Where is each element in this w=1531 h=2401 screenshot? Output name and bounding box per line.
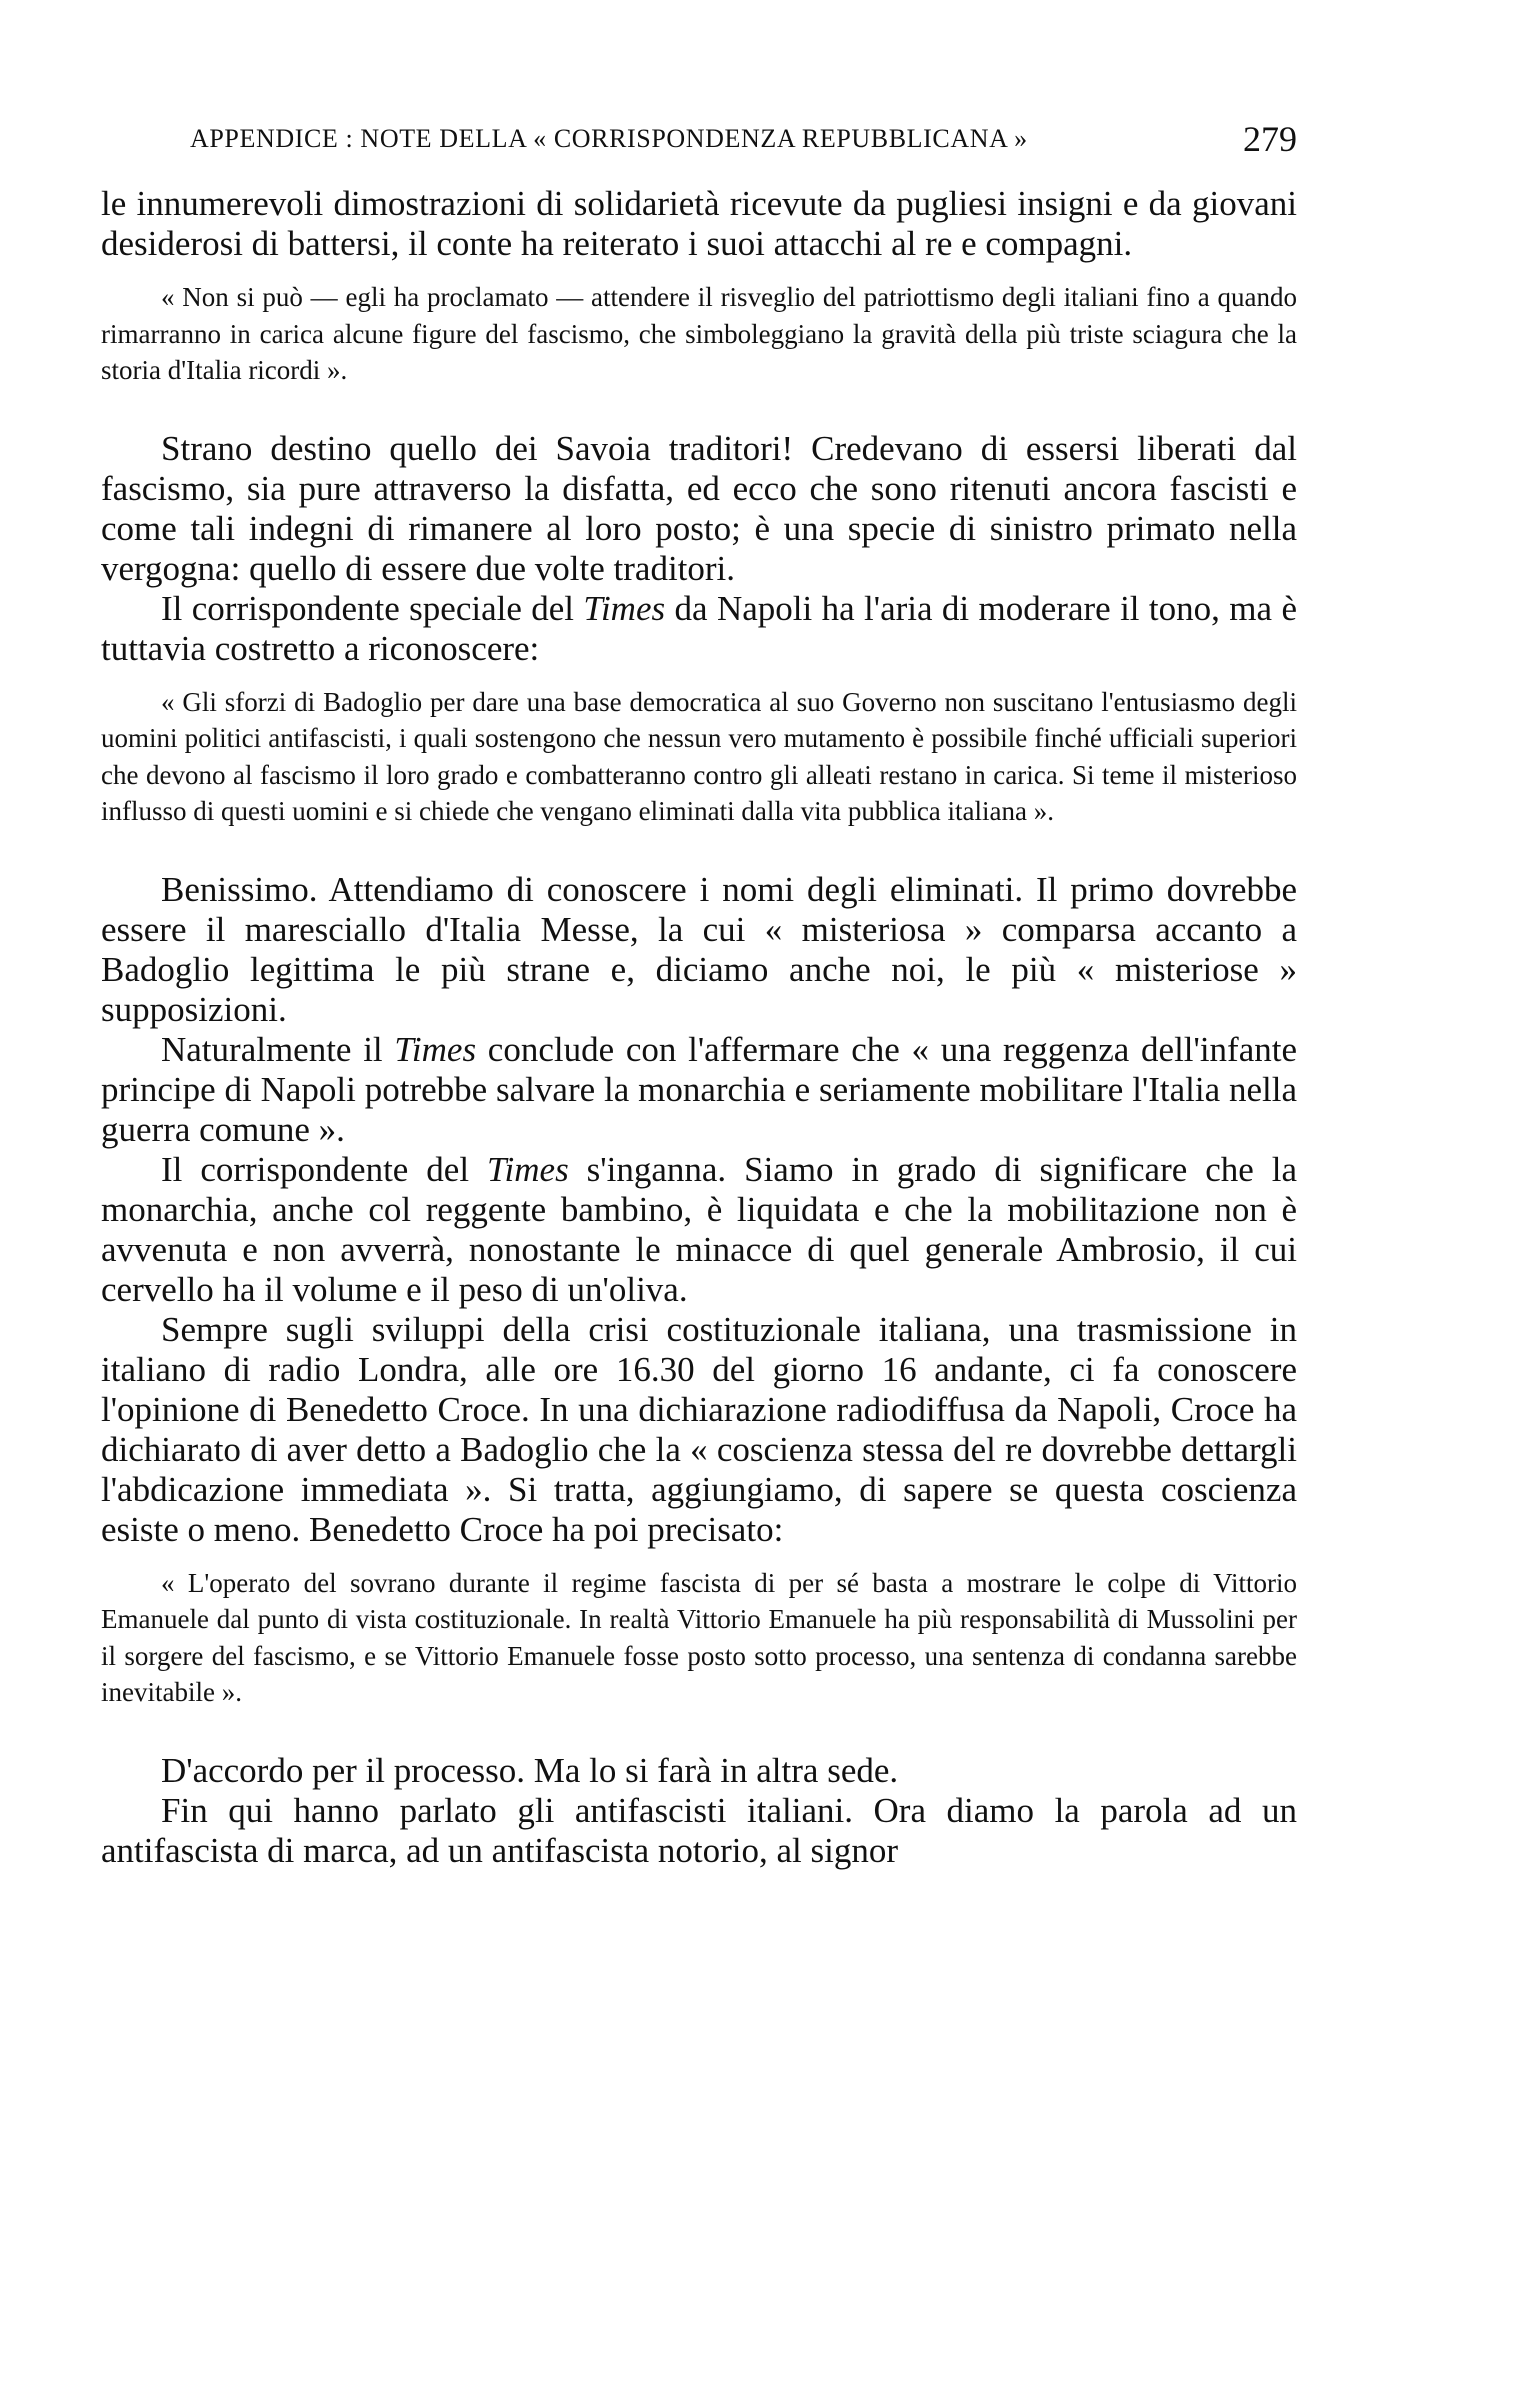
running-header xyxy=(190,112,1297,162)
body-paragraph: Fin qui hanno parlato gli antifascisti italiani. Ora diamo la parola ad un antifascista di marca, ad un antifascista notorio, al signor xyxy=(101,1790,1297,1870)
block-quote: « L'operato del sovrano durante il regime fascista di per sé basta a mostrare le colpe di Vittorio Emanuele dal punto di vista costituzionale. In realtà Vittorio Emanuele ha più responsabilità di Mussolini per il sorgere del fascismo, e se Vittorio Emanuele fosse posto sotto processo, una sentenza di condanna sarebbe inevitabile ». xyxy=(101,1567,1297,1707)
block-quote: « Non si può — egli ha proclamato — attendere il risveglio del patriottismo degli italiani fino a quando rimarranno in carica alcune figure del fascismo, che simboleggiano la gravità della più triste sciagura che la storia d'Italia ricordi ». xyxy=(101,282,1297,385)
body-paragraph: le innumerevoli dimostrazioni di solidarietà ricevute da pugliesi insigni e da giovani desiderosi di battersi, il conte ha reiterato i suoi attacchi al re e compagni. xyxy=(101,184,1297,263)
page-body xyxy=(101,184,1297,1871)
body-paragraph: Benissimo. Attendiamo di conoscere i nomi degli eliminati. Il primo dovrebbe essere il maresciallo d'Italia Messe, la cui « misteriosa » comparsa accanto a Badoglio legittima le più strane e, diciamo anche noi, le più « misteriose » supposizioni. xyxy=(101,869,1297,1029)
body-paragraph: Naturalmente il Times conclude con l'affermare che « una reggenza dell'infante principe di Napoli potrebbe salvare la monarchia e seriamente mobilitare l'Italia nella guerra comune ». xyxy=(101,1029,1297,1149)
page-number: 279 xyxy=(1243,119,1297,159)
block-quote: « Gli sforzi di Badoglio per dare una base democratica al suo Governo non suscitano l'entusiasmo degli uomini politici antifascisti, i quali sostengono che nessun vero mutamento è possibile finché ufficiali superiori che devono al fascismo il loro grado e combatteranno contro gli alleati restano in carica. Si teme il misterioso influsso di questi uomini e si chiede che vengano eliminati dalla vita pubblica italiana ». xyxy=(101,686,1297,826)
body-paragraph: Il corrispondente del Times s'inganna. Siamo in grado di significare che la monarchia, anche col reggente bambino, è liquidata e che la mobilitazione non è avvenuta e non avverrà, nonostante le minacce di quel generale Ambrosio, il cui cervello ha il volume e il peso di un'oliva. xyxy=(101,1149,1298,1309)
body-paragraph: Sempre sugli sviluppi della crisi costituzionale italiana, una trasmissione in italiano di radio Londra, alle ore 16.30 del giorno 16 andante, ci fa conoscere l'opinione di Benedetto Croce. In una dichiarazione radiodiffusa da Napoli, Croce ha dichiarato di aver detto a Badoglio che la « coscienza stessa del re dovrebbe dettargli l'abdicazione immediata ». Si tratta, aggiungiamo, di sapere se questa coscienza esiste o meno. Benedetto Croce ha poi precisato: xyxy=(101,1309,1297,1549)
header-title: APPENDICE : NOTE DELLA « CORRISPONDENZA REPUBBLICANA » xyxy=(190,124,1028,153)
body-paragraph: D'accordo per il processo. Ma lo si farà in altra sede. xyxy=(161,1750,899,1790)
body-paragraph: Il corrispondente speciale del Times da Napoli ha l'aria di moderare il tono, ma è tuttavia costretto a riconoscere: xyxy=(101,588,1297,668)
body-paragraph: Strano destino quello dei Savoia traditori! Credevano di essersi liberati dal fascismo, sia pure attraverso la disfatta, ed ecco che sono ritenuti ancora fascisti e come tali indegni di rimanere al loro posto; è una specie di sinistro primato nella vergogna: quello di essere due volte traditori. xyxy=(101,428,1297,588)
